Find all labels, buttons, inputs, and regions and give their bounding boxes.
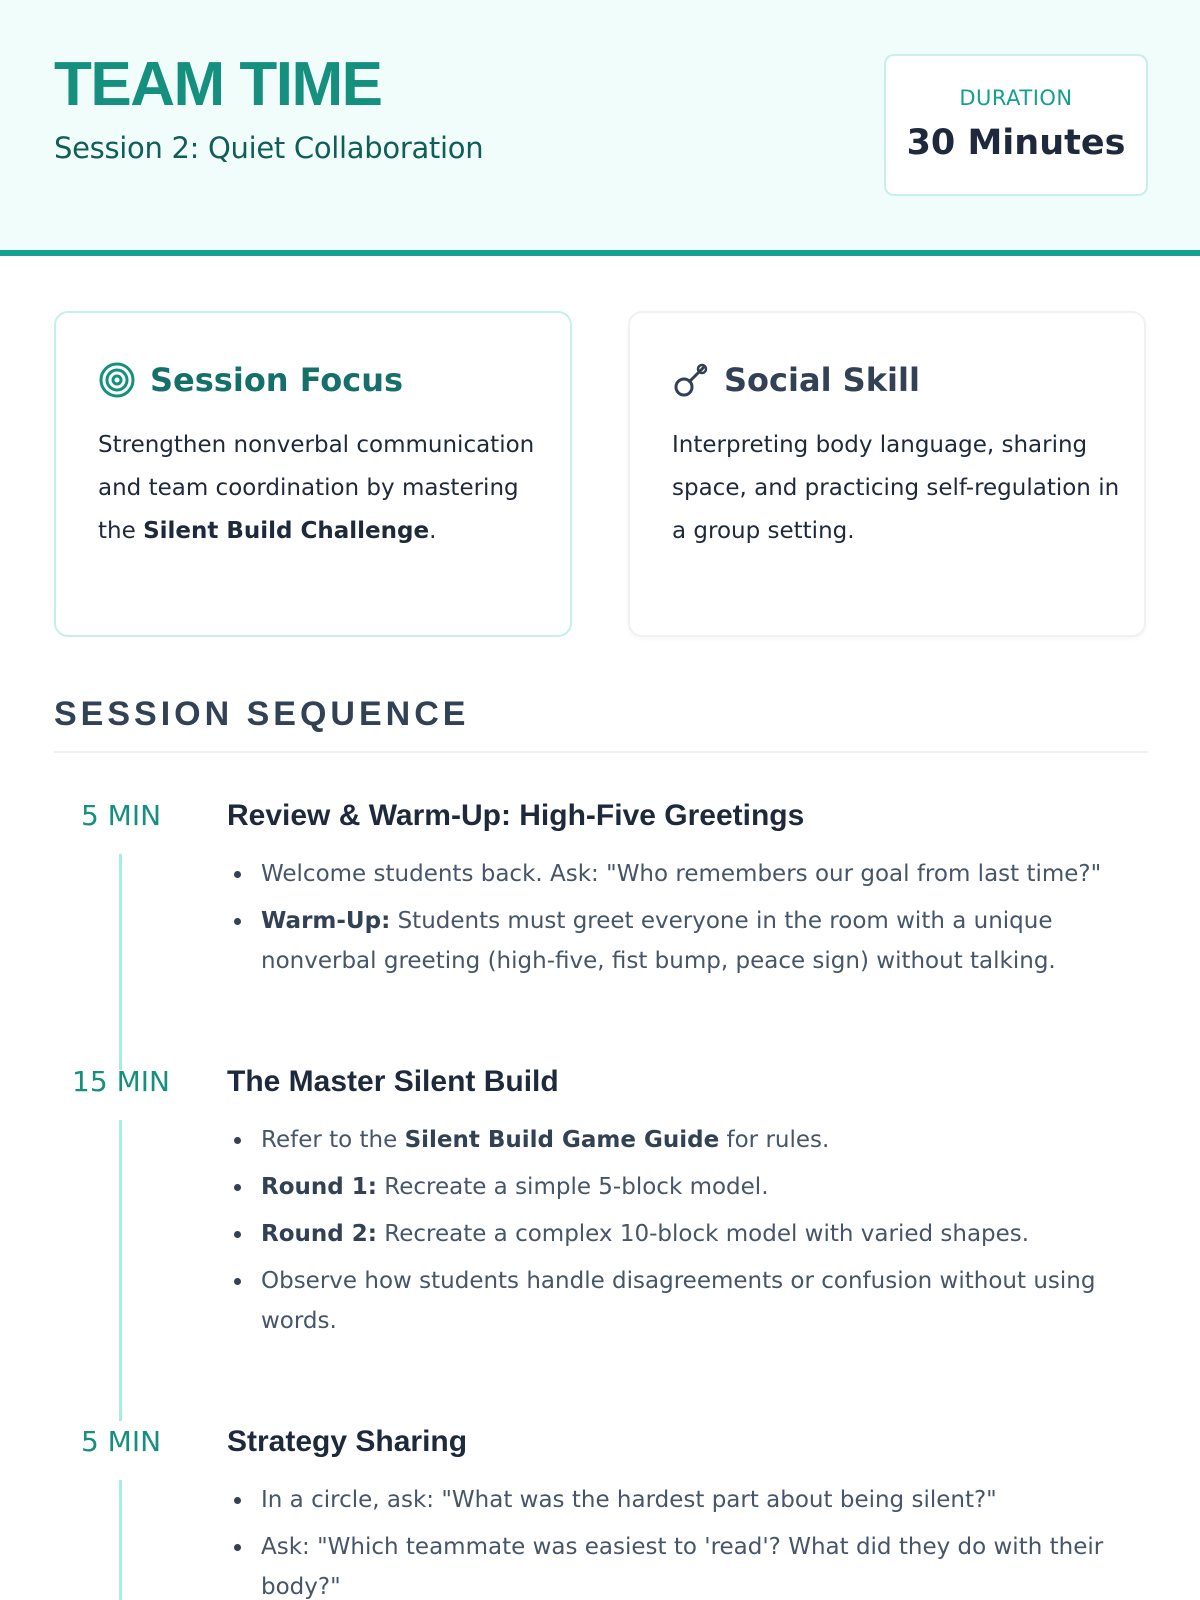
step-time: 5 MIN [80,799,162,832]
step-title: Strategy Sharing [227,1425,468,1458]
step-time: 15 MIN [72,1065,170,1098]
list-item-bold: Silent Build Game Guide [404,1127,720,1153]
list-item-text: Ask: "Which teammate was easiest to 'read'? What did they do with their body?" [261,1534,1104,1600]
session-subtitle: Session 2: Quiet Collaboration [54,131,484,165]
list-item-bold: Round 1: [261,1174,377,1200]
list-item [227,1480,1157,1520]
list-item-text: In a circle, ask: "What was the hardest part about being silent?" [261,1487,997,1513]
session-focus-text-bold: Silent Build Challenge [143,518,430,544]
session-focus-card [54,311,572,637]
list-item [227,1261,1157,1341]
session-focus-text [98,424,548,553]
list-item-text: Recreate a complex 10-block model with varied shapes. [376,1221,1030,1247]
social-skill-header [672,358,920,402]
duration-badge [884,54,1148,196]
list-item-text: Refer to the [261,1127,405,1153]
target-icon [98,361,136,399]
key-icon [672,361,710,399]
list-item [227,854,1157,894]
list-item [227,1527,1157,1600]
step-title: The Master Silent Build [227,1065,559,1098]
list-item-text: for rules. [719,1127,830,1153]
list-item [227,1167,1157,1207]
page-title: TEAM TIME [54,50,382,119]
session-focus-text-end: . [429,518,437,544]
timeline-line [119,854,122,1070]
step-title: Review & Warm-Up: High-Five Greetings [227,799,805,832]
page-header [0,0,1200,256]
list-item-bold: Warm-Up: [261,908,391,934]
duration-label: DURATION [959,86,1073,110]
list-item [227,1120,1157,1160]
list-item-text: Welcome students back. Ask: "Who remembers our goal from last time?" [261,861,1102,887]
list-item-bold: Round 2: [261,1221,377,1247]
social-skill-text: Interpreting body language, sharing space, and practicing self-regulation in a group setting. [672,432,1120,544]
session-focus-title: Session Focus [150,361,404,399]
timeline-line [119,1120,122,1421]
step-list [227,1120,1157,1348]
timeline-line [119,1480,122,1600]
step-list [227,1480,1157,1600]
list-item-text: Recreate a simple 5-block model. [376,1174,769,1200]
session-focus-header [98,358,403,402]
social-skill-card [628,311,1146,637]
list-item [227,1214,1157,1254]
session-sequence-heading: SESSION SEQUENCE [54,695,470,733]
duration-value: 30 Minutes [906,123,1126,163]
social-skill-title: Social Skill [724,361,920,399]
session-focus-text-main: Strengthen nonverbal communication and team coordination by mastering the [98,432,535,544]
list-item-text: Students must greet everyone in the room with a unique nonverbal greeting (high-five, fist bump, peace sign) without talking. [261,908,1056,974]
step-list [227,854,1157,988]
list-item [227,901,1157,981]
list-item-text: Observe how students handle disagreements or confusion without using words. [261,1268,1096,1334]
step-time: 5 MIN [80,1425,162,1458]
section-divider [54,751,1148,753]
